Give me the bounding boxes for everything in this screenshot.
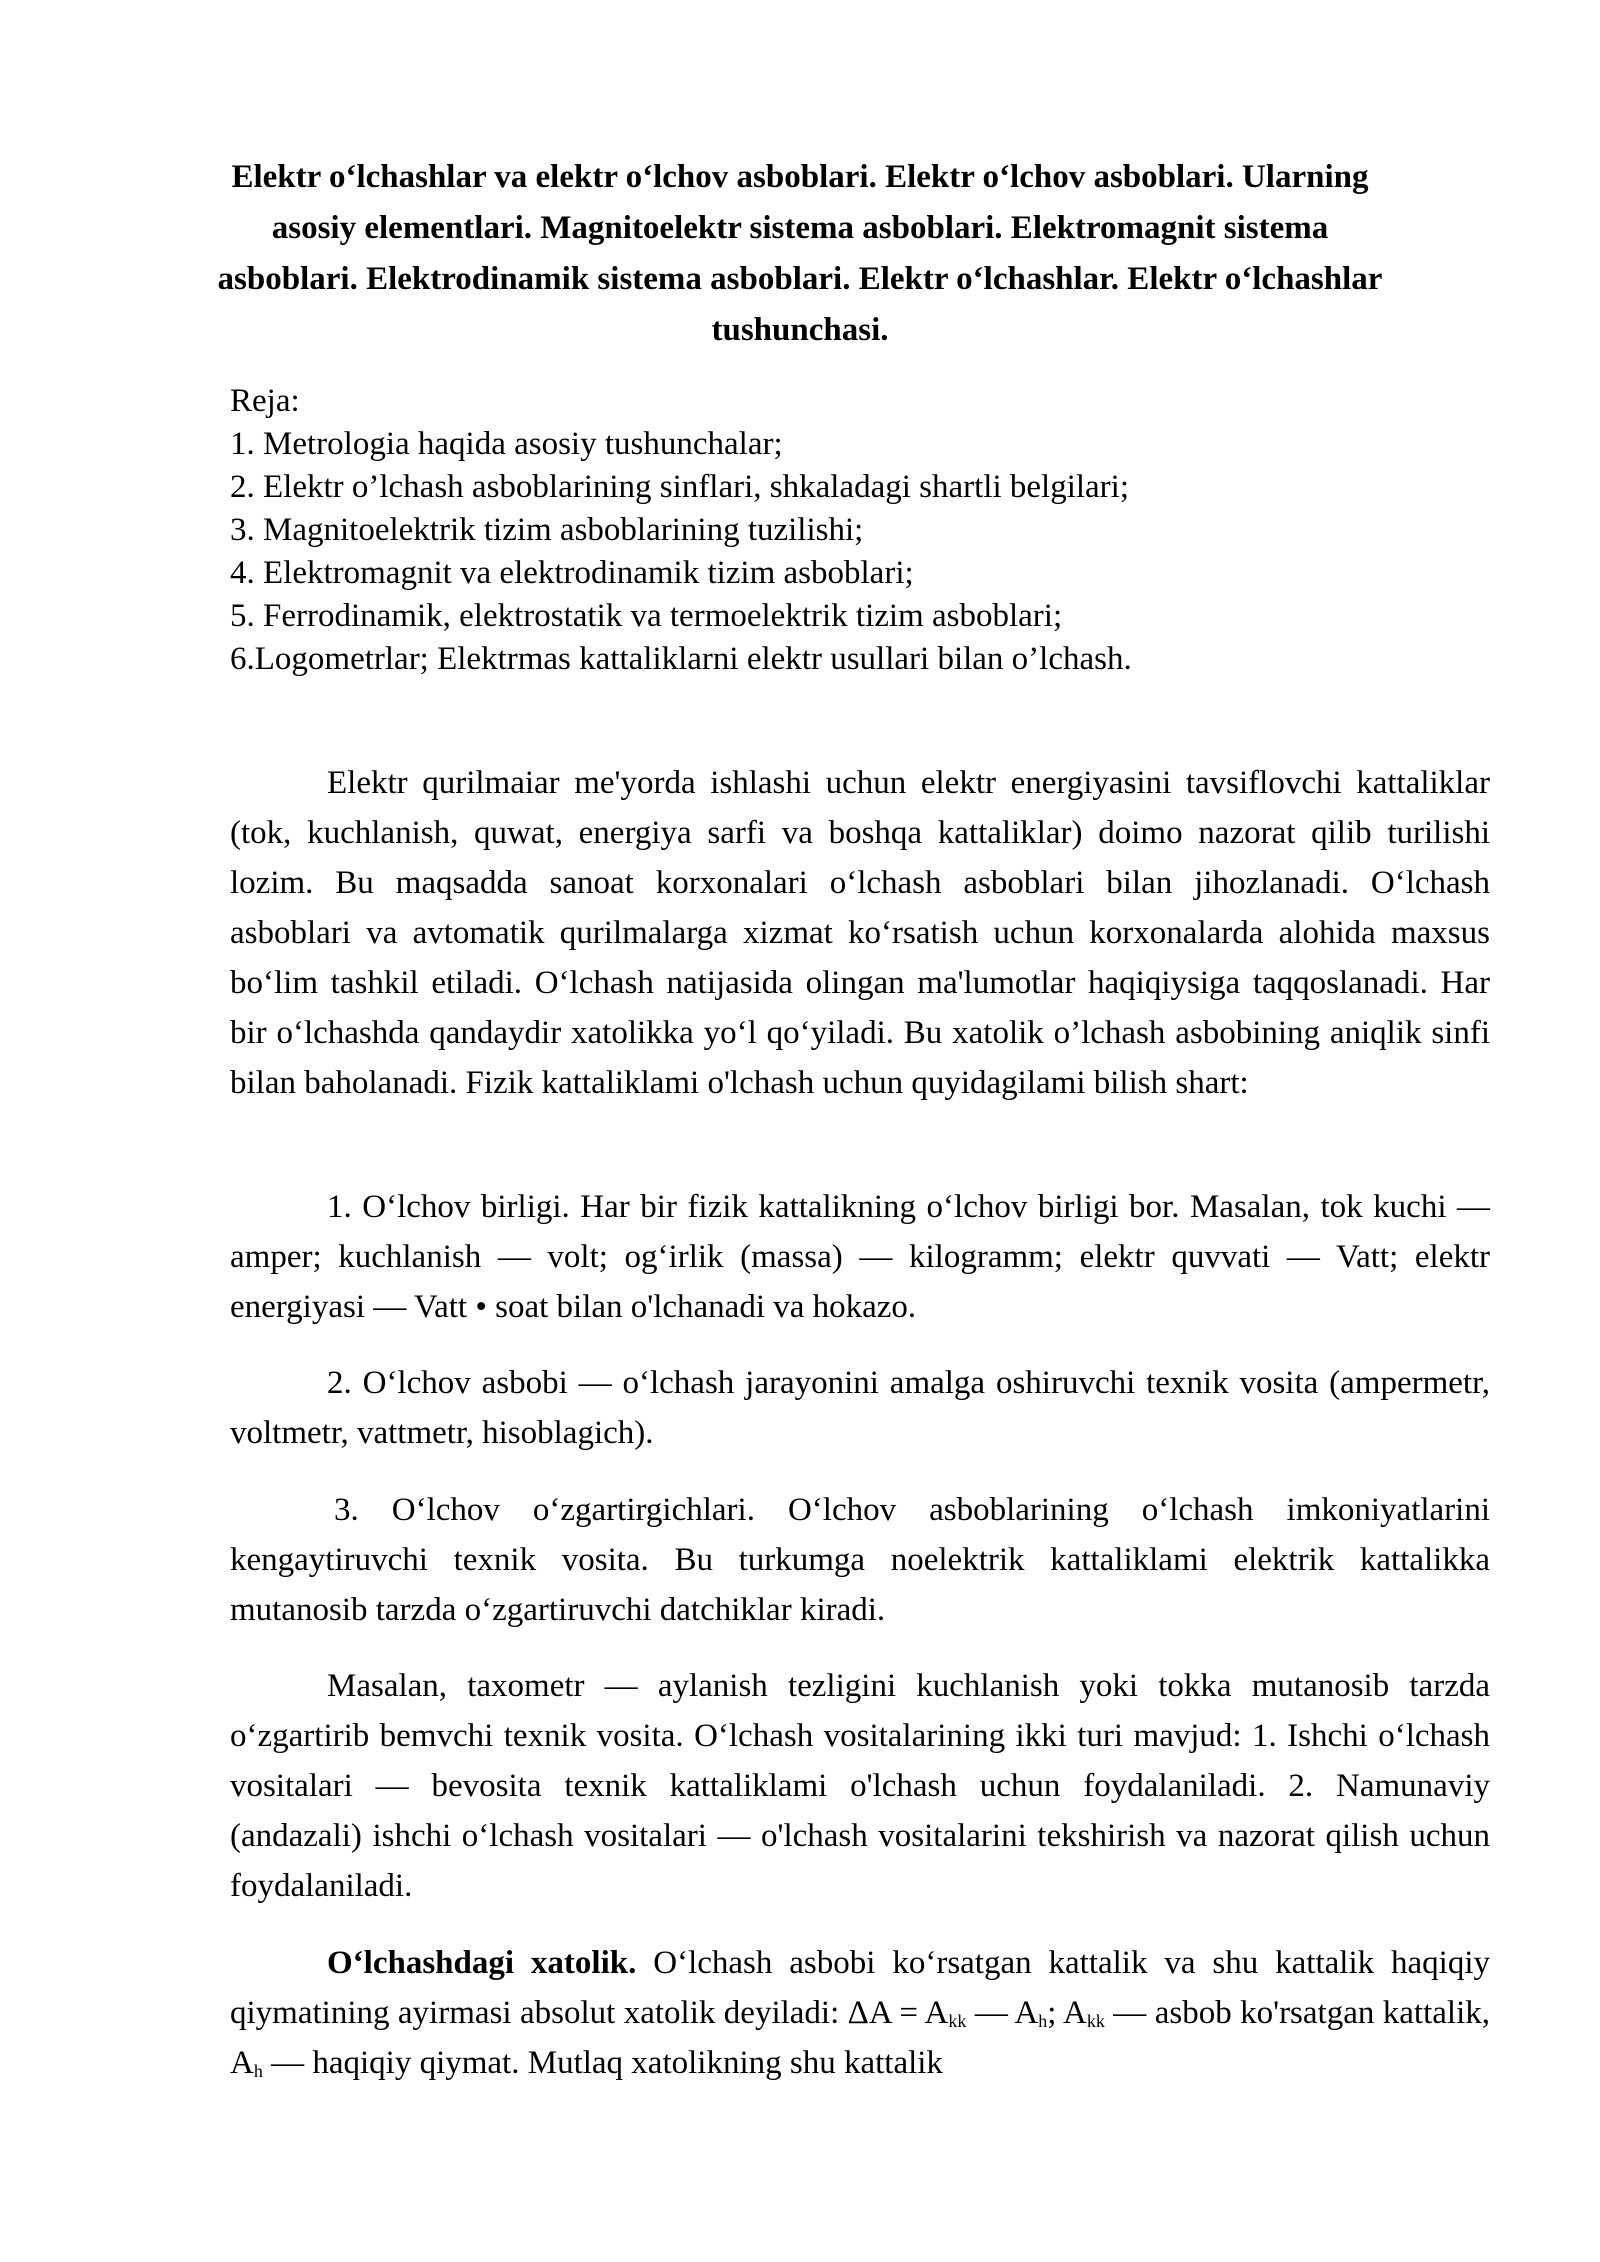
plan-item: 3. Magnitoelektrik tizim asboblarining tuzilishi; <box>230 512 864 548</box>
subscript: kk <box>1086 2011 1105 2031</box>
error-text: ; A <box>1047 1995 1087 2031</box>
paragraph-measuring-instrument: 2. O‘lchov asbobi — o‘lchash jarayonini amalga oshiruvchi texnik vosita (ampermetr, voltmetr, vattmetr, hisoblagich). <box>230 1365 1490 1451</box>
paragraph-tachometer: Masalan, taxometr — aylanish tezligini kuchlanish yoki tokka mutanosib tarzda o‘zgartirib bemvchi texnik vosita. O‘lchash vositalarining ikki turi mavjud: 1. Ishchi o‘lchash vositalari — bevosita texnik kattaliklami o'lchash uchun foydalaniladi. 2. Namunaviy (andazali) ishchi o‘lchash vositalari — o'lchash vositalarini tekshirish va nazorat qilish uchun foydalaniladi. <box>230 1668 1490 1904</box>
subscript: h <box>253 2061 263 2081</box>
plan-item: 4. Elektromagnit va elektrodinamik tizim asboblari; <box>230 555 914 591</box>
error-text: — asbob ko'rsatgan kattalik, A <box>230 1995 1490 2081</box>
error-text: — haqiqiy qiymat. Mutlaq xatolikning shu kattalik <box>262 2045 943 2081</box>
subscript: kk <box>948 2011 967 2031</box>
document-title: Elektr o‘lchashlar va elektr o‘lchov asboblari. Elektr o‘lchov asboblari. Ularning asosiy elementlari. Magnitoelektr sistema asboblari. Elektromagnit sistema asboblari. Elektrodinamik sistema asboblari. Elektr o‘lchashlar. Elektr o‘lchashlar tushunchasi. <box>217 159 1383 348</box>
paragraph-transducers: 3. O‘lchov o‘zgartirgichlari. O‘lchov asboblarining o‘lchash imkoniyatlarini kengaytiruvchi texnik vosita. Bu turkumga noelektrik kattaliklami elektrik kattalikka mutanosib tarzda o‘zgartiruvchi datchiklar kiradi. <box>230 1492 1490 1628</box>
plan-section <box>230 380 1490 681</box>
paragraph-measurement-unit: 1. O‘lchov birligi. Har bir fizik kattalikning o‘lchov birligi bor. Masalan, tok kuchi — amper; kuchlanish — volt; og‘irlik (massa) — kilogramm; elektr quvvati — Vatt; elektr energiyasi — Vatt • soat bilan o'lchanadi va hokazo. <box>230 1189 1490 1325</box>
error-heading: O‘lchashdagi xatolik. <box>327 1945 637 1981</box>
plan-item: 6.Logometrlar; Elektrmas kattaliklarni elektr usullari bilan o’lchash. <box>230 641 1132 677</box>
error-text: — A <box>966 1995 1039 2031</box>
plan-item: 1. Metrologia haqida asosiy tushunchalar; <box>230 426 783 462</box>
plan-item: 2. Elektr o’lchash asboblarining sinflari, shkaladagi shartli belgilari; <box>230 469 1130 505</box>
plan-heading: Reja: <box>230 383 300 419</box>
subscript: h <box>1038 2011 1048 2031</box>
plan-item: 5. Ferrodinamik, elektrostatik va termoelektrik tizim asboblari; <box>230 598 1063 634</box>
error-text: O‘lchash asbobi ko‘rsatgan kattalik va shu kattalik haqiqiy qiymatining ayirmasi absolut xatolik deyiladi: ΔA = A <box>230 1945 1490 2031</box>
paragraph-intro: Elektr qurilmaiar me'yorda ishlashi uchun elektr energiyasini tavsiflovchi kattaliklar (tok, kuchlanish, quwat, energiya sarfi va boshqa kattaliklar) doimo nazorat qilib turilishi lozim. Bu maqsadda sanoat korxonalari o‘lchash asboblari bilan jihozlanadi. O‘lchash asboblari va avtomatik qurilmalarga xizmat ko‘rsatish uchun korxonalarda alohida maxsus bo‘lim tashkil etiladi. O‘lchash natijasida olingan ma'lumotlar haqiqiysiga taqqoslanadi. Har bir o‘lchashda qandaydir xatolikka yo‘l qo‘yiladi. Bu xatolik o’lchash asbobining aniqlik sinfi bilan baholanadi. Fizik kattaliklami o'lchash uchun quyidagilami bilish shart: <box>230 765 1490 1101</box>
paragraph-measurement-error <box>230 1938 1490 2088</box>
